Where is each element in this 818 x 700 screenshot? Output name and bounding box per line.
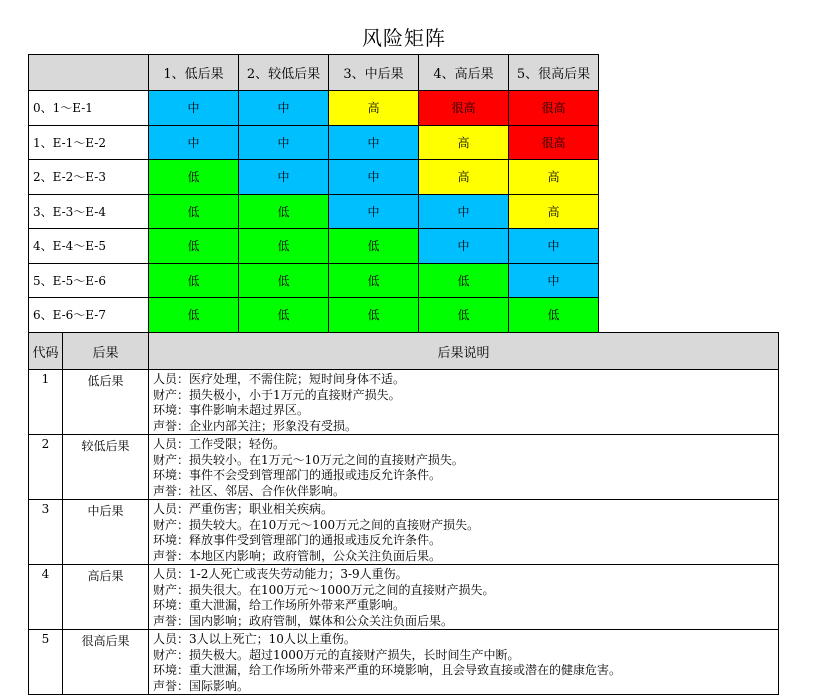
description-line: 财产：损失较小。在1万元～10万元之间的直接财产损失。 [153,452,464,467]
consequence-name: 很高后果 [63,630,149,695]
consequence-row [29,565,779,630]
risk-level-cell: 高 [329,91,419,126]
risk-level-cell: 中 [329,160,419,195]
matrix-row [29,160,599,195]
risk-level-cell: 低 [149,229,239,264]
matrix-row [29,229,599,264]
consequence-code: 2 [29,435,63,500]
risk-level-cell: 中 [509,263,599,298]
matrix-col-header: 3、中后果 [329,55,419,91]
description-line: 人员：医疗处理，不需住院；短时间身体不适。 [153,372,406,386]
risk-level-cell: 低 [419,298,509,333]
consequence-code: 4 [29,565,63,630]
matrix-row [29,263,599,298]
consequence-description [149,370,779,435]
risk-level-cell: 很高 [509,125,599,160]
risk-level-cell: 中 [329,194,419,229]
code-header: 代码 [29,333,63,370]
matrix-row [29,194,599,229]
description-line: 财产：损失很大。在100万元～1000万元之间的直接财产损失。 [153,582,495,597]
description-line: 财产：损失极大。超过1000万元的直接财产损失，长时间生产中断。 [153,647,520,662]
risk-level-cell: 中 [419,194,509,229]
description-line: 声誉：社区、邻居、合作伙伴影响。 [153,483,346,498]
matrix-row-label: 0、1～E-1 [29,91,149,126]
description-header: 后果说明 [149,333,779,370]
risk-level-cell: 很高 [509,91,599,126]
consequence-name: 高后果 [63,565,149,630]
consequence-row [29,630,779,695]
matrix-row-label: 5、E-5～E-6 [29,263,149,298]
description-line: 环境：释放事件受到管理部门的通报或违反允许条件。 [153,533,442,547]
matrix-row-label: 6、E-6～E-7 [29,298,149,333]
matrix-col-header: 2、较低后果 [239,55,329,91]
consequence-description [149,630,779,695]
matrix-row [29,125,599,160]
matrix-row-label: 1、E-1～E-2 [29,125,149,160]
description-line: 声誉：本地区内影响；政府管制，公众关注负面后果。 [153,548,442,563]
risk-level-cell: 中 [149,91,239,126]
risk-level-cell: 低 [329,229,419,264]
consequence-name: 较低后果 [63,435,149,500]
risk-level-cell: 高 [509,160,599,195]
risk-level-cell: 低 [329,263,419,298]
risk-level-cell: 很高 [419,91,509,126]
consequence-description [149,565,779,630]
description-line: 环境：事件不会受到管理部门的通报或违反允许条件。 [153,468,442,482]
matrix-row-label: 2、E-2～E-3 [29,160,149,195]
description-line: 人员：3人以上死亡；10人以上重伤。 [153,632,356,646]
consequence-name: 中后果 [63,500,149,565]
consequence-description [149,500,779,565]
description-line: 环境：事件影响未超过界区。 [153,403,310,417]
risk-level-cell: 低 [239,263,329,298]
consequence-row [29,435,779,500]
description-line: 人员：工作受限；轻伤。 [153,437,286,451]
desc-header-row [29,333,779,370]
risk-level-cell: 低 [149,194,239,229]
risk-level-cell: 中 [509,229,599,264]
matrix-row-label: 3、E-3～E-4 [29,194,149,229]
matrix-col-header: 1、低后果 [149,55,239,91]
consequence-code: 3 [29,500,63,565]
page-title: 风险矩阵 [362,26,446,50]
consequence-row [29,500,779,565]
risk-level-cell: 高 [509,194,599,229]
matrix-header-row [29,55,599,91]
matrix-row [29,91,599,126]
description-line: 声誉：企业内部关注；形象没有受损。 [153,418,358,433]
risk-level-cell: 低 [239,298,329,333]
risk-level-cell: 低 [329,298,419,333]
risk-level-cell: 中 [239,91,329,126]
description-line: 声誉：国内影响；政府管制，媒体和公众关注负面后果。 [153,613,454,628]
consequence-code: 5 [29,630,63,695]
risk-level-cell: 低 [239,229,329,264]
risk-level-cell: 高 [419,125,509,160]
consequence-header: 后果 [63,333,149,370]
risk-level-cell: 中 [419,229,509,264]
description-line: 环境：重大泄漏，给工作场所外带来严重的环境影响，且会导致直接或潜在的健康危害。 [153,663,622,677]
consequence-name: 低后果 [63,370,149,435]
risk-level-cell: 低 [509,298,599,333]
description-line: 人员：严重伤害；职业相关疾病。 [153,502,334,516]
risk-level-cell: 低 [239,194,329,229]
risk-matrix-table [28,54,599,333]
consequence-code: 1 [29,370,63,435]
description-line: 环境：重大泄漏，给工作场所外带来严重影响。 [153,598,406,612]
risk-level-cell: 中 [239,125,329,160]
matrix-col-header: 5、很高后果 [509,55,599,91]
risk-level-cell: 高 [419,160,509,195]
risk-level-cell: 中 [149,125,239,160]
matrix-row [29,298,599,333]
description-line: 财产：损失较大。在10万元～100万元之间的直接财产损失。 [153,517,480,532]
risk-level-cell: 低 [419,263,509,298]
description-line: 财产：损失极小，小于1万元的直接财产损失。 [153,387,401,402]
risk-level-cell: 中 [329,125,419,160]
consequence-description [149,435,779,500]
consequence-row [29,370,779,435]
matrix-corner-cell [29,55,149,91]
matrix-col-header: 4、高后果 [419,55,509,91]
risk-level-cell: 低 [149,298,239,333]
matrix-row-label: 4、E-4～E-5 [29,229,149,264]
risk-level-cell: 低 [149,160,239,195]
consequence-description-table [28,332,779,695]
risk-level-cell: 中 [239,160,329,195]
description-line: 人员：1-2人死亡或丧失劳动能力；3-9人重伤。 [153,567,408,581]
description-line: 声誉：国际影响。 [153,678,250,693]
risk-level-cell: 低 [149,263,239,298]
